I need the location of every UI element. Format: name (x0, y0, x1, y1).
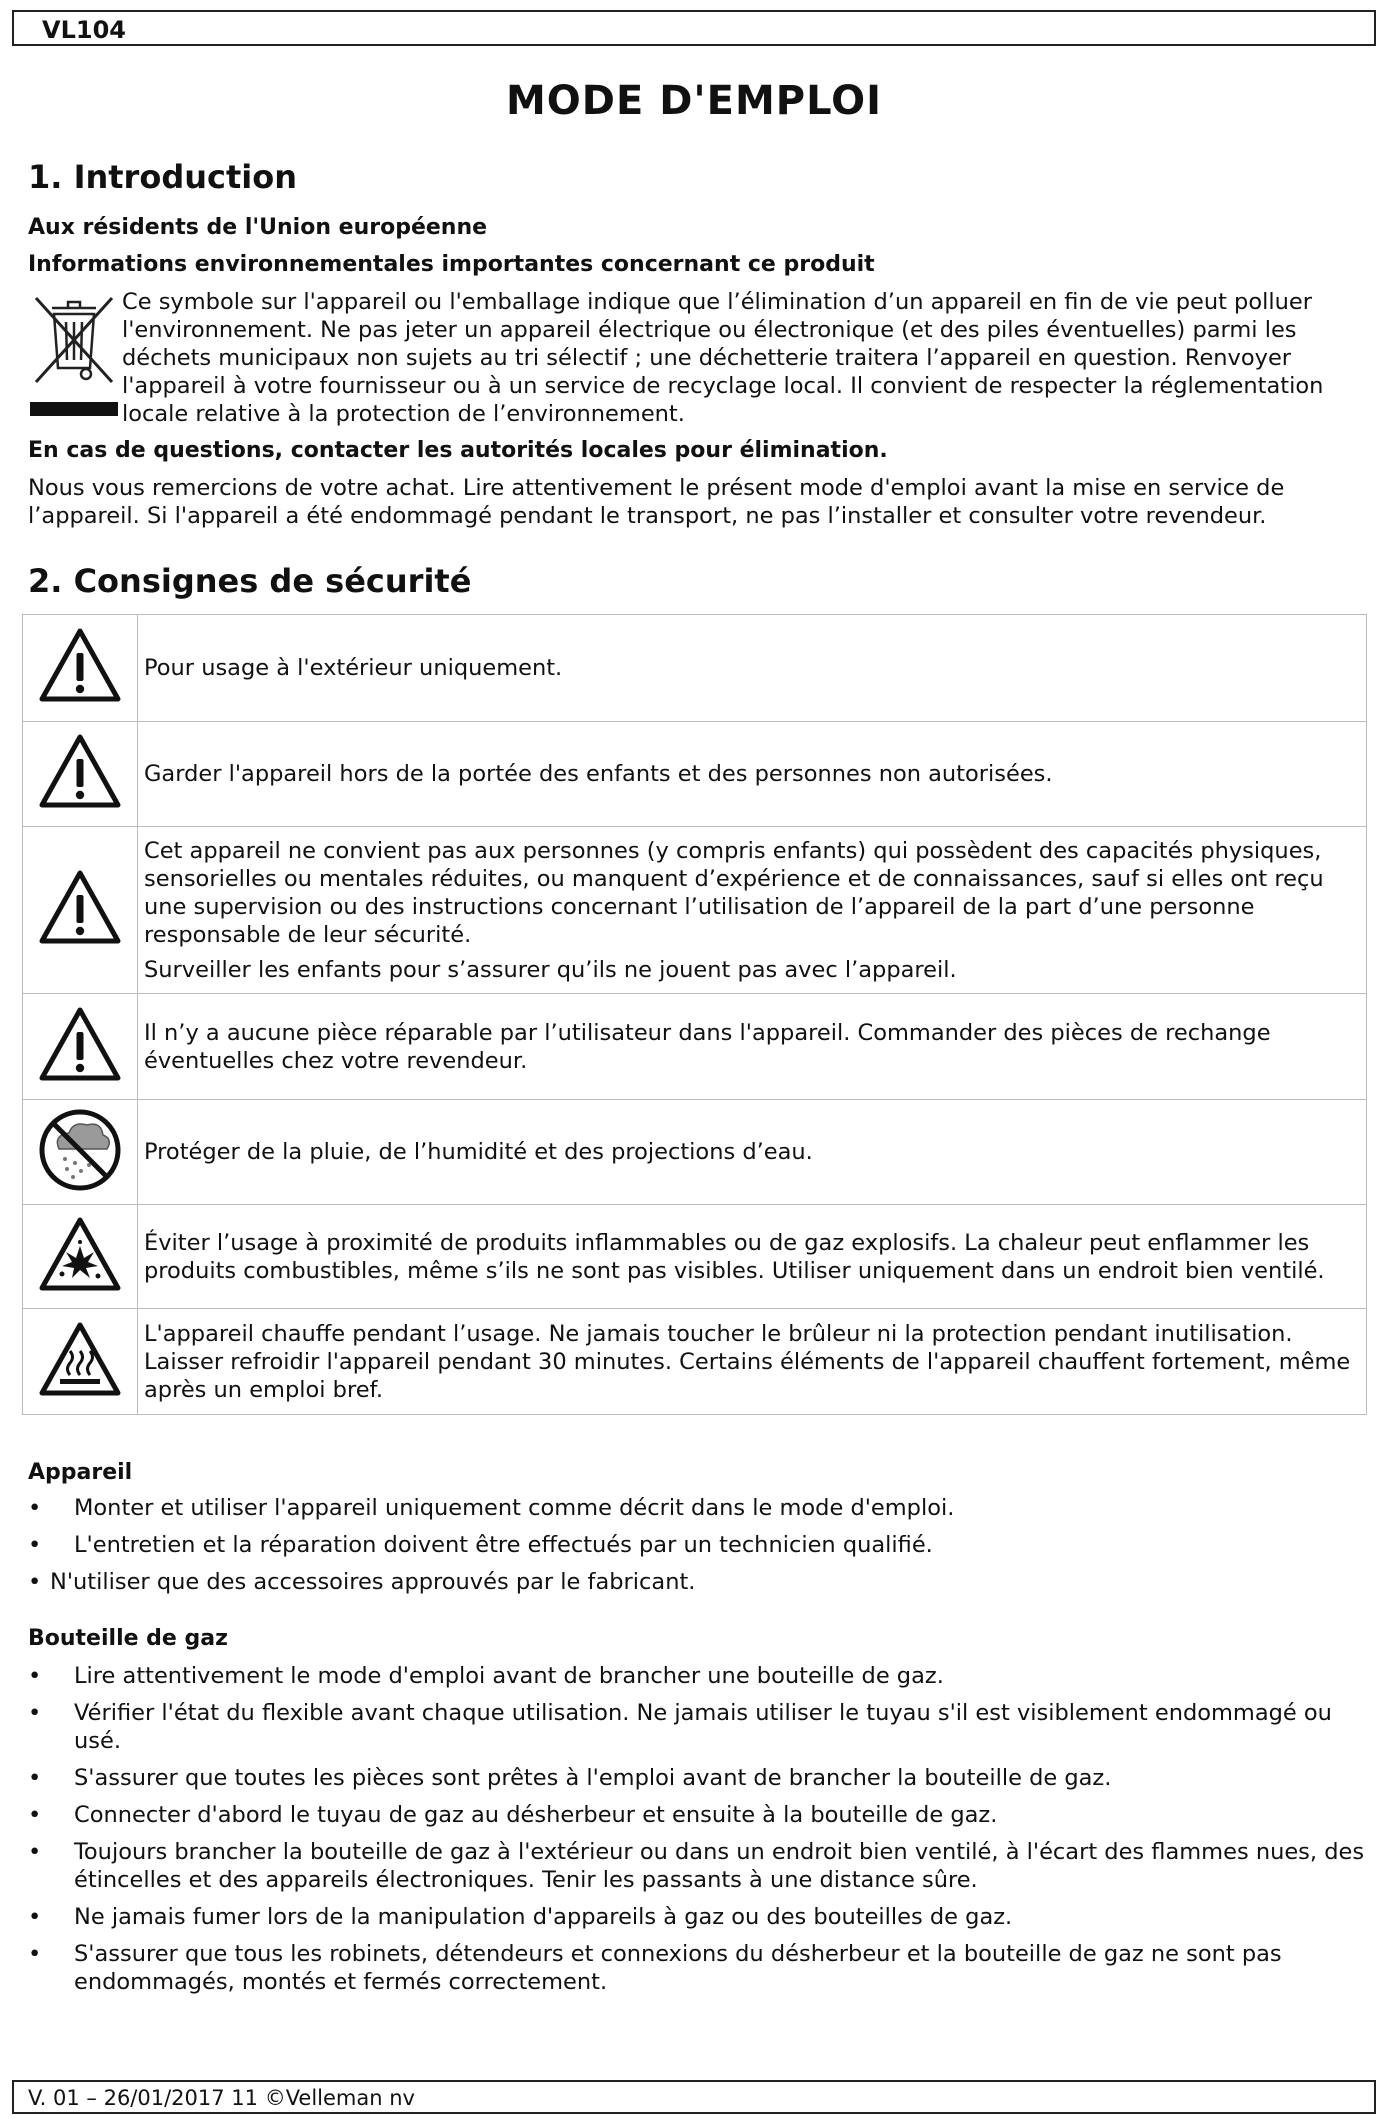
safety-text: Cet appareil ne convient pas aux personnes (y compris enfants) qui possèdent des capacités physiques, sensorielles ou mentales réduites, ou manquent d’expérience et de connaissances, sauf si elles ont reçu une supervision ou des instructions concernant l’utilisation de l’appareil de la part d’une personne responsable de leur sécurité. (144, 837, 1324, 948)
document-title: MODE D'EMPLOI (505, 78, 883, 124)
hot-surface-icon (38, 1321, 122, 1399)
warning-triangle-icon (38, 869, 122, 947)
safety-row (23, 1100, 1367, 1205)
environment-info-heading: Informations environnementales importantes concernant ce produit (28, 252, 875, 277)
section-introduction-heading: 1. Introduction (28, 158, 297, 196)
list-item: • S'assurer que toutes les pièces sont prêtes à l'emploi avant de brancher la bouteille de gaz. (28, 1765, 1112, 1791)
bullet-icon: • (28, 1532, 42, 1558)
bullet-icon: • (28, 1569, 42, 1595)
appareil-list (28, 1494, 1368, 1605)
page-footer (12, 2080, 1376, 2114)
list-item: • N'utiliser que des accessoires approuvés par le fabricant. (28, 1569, 696, 1595)
list-item: • Lire attentivement le mode d'emploi avant de brancher une bouteille de gaz. (28, 1663, 944, 1689)
thanks-paragraph: Nous vous remercions de votre achat. Lire attentivement le présent mode d'emploi avant la mise en service de l’appareil. Si l'appareil a été endommagé pendant le transport, ne pas l’installer et consulter votre revendeur. (28, 475, 1285, 529)
bullet-icon: • (28, 1495, 42, 1521)
bullet-icon: • (28, 1839, 42, 1865)
safety-text: Protéger de la pluie, de l’humidité et des projections d’eau. (144, 1139, 813, 1165)
list-item: • L'entretien et la réparation doivent être effectués par un technicien qualifié. (28, 1532, 933, 1558)
safety-text: Surveiller les enfants pour s’assurer qu’ils ne jouent pas avec l’appareil. (144, 956, 957, 983)
safety-text: Il n’y a aucune pièce réparable par l’utilisateur dans l'appareil. Commander des pièces de rechange éventuelles chez votre revendeur. (144, 1019, 1271, 1074)
safety-row (23, 994, 1367, 1100)
safety-table (22, 614, 1367, 1415)
list-item: • Connecter d'abord le tuyau de gaz au désherbeur et ensuite à la bouteille de gaz. (28, 1802, 998, 1828)
safety-row (23, 827, 1367, 994)
gas-bottle-list (28, 1662, 1368, 2005)
safety-row (23, 615, 1367, 722)
bullet-icon: • (28, 1663, 42, 1689)
list-item: • Monter et utiliser l'appareil uniquement comme décrit dans le mode d'emploi. (28, 1495, 955, 1521)
gas-bottle-heading: Bouteille de gaz (28, 1626, 228, 1651)
bullet-icon: • (28, 1765, 42, 1791)
safety-text: L'appareil chauffe pendant l’usage. Ne jamais toucher le brûleur ni la protection pendant inutilisation. Laisser refroidir l'appareil pendant 30 minutes. Certains éléments de l'appareil chauffent fortement, même après un emploi bref. (144, 1320, 1351, 1403)
safety-text: Pour usage à l'extérieur uniquement. (144, 655, 563, 681)
bullet-icon: • (28, 1941, 42, 1967)
no-rain-icon (37, 1107, 123, 1193)
bullet-icon: • (28, 1904, 42, 1930)
safety-row (23, 1309, 1367, 1415)
appareil-heading: Appareil (28, 1460, 133, 1485)
contact-authorities-text: En cas de questions, contacter les autorités locales pour élimination. (28, 438, 888, 463)
warning-triangle-icon (38, 1006, 122, 1084)
model-code: VL104 (42, 16, 126, 44)
bullet-icon: • (28, 1700, 42, 1726)
list-item: • S'assurer que tous les robinets, détendeurs et connexions du désherbeur et la bouteille de gaz ne sont pas endommagés, montés et fermés correctement. (28, 1941, 1282, 1995)
safety-text: Éviter l’usage à proximité de produits inflammables ou de gaz explosifs. La chaleur peut enflammer les produits combustibles, même s’ils ne sont pas visibles. Utiliser uniquement dans un endroit bien ventilé. (144, 1229, 1325, 1284)
list-item: • Vérifier l'état du flexible avant chaque utilisation. Ne jamais utiliser le tuyau s'il est visiblement endommagé ou usé. (28, 1700, 1332, 1754)
list-item: • Toujours brancher la bouteille de gaz à l'extérieur ou dans un endroit bien ventilé, à l'écart des flammes nues, des étincelles et des appareils électroniques. Tenir les passants à une distance sûre. (28, 1839, 1365, 1893)
safety-text: Garder l'appareil hors de la portée des enfants et des personnes non autorisées. (144, 761, 1053, 787)
page-header (12, 10, 1376, 46)
eu-residents-heading: Aux résidents de l'Union européenne (28, 215, 488, 240)
warning-triangle-icon (38, 733, 122, 811)
warning-triangle-icon (38, 627, 122, 705)
bullet-icon: • (28, 1802, 42, 1828)
weee-notice-text: Ce symbole sur l'appareil ou l'emballage indique que l’élimination d’un appareil en fin de vie peut polluer l'environnement. Ne pas jeter un appareil électrique ou électronique (et des piles éventuelles) parmi les déchets municipaux non sujets au tri sélectif ; une déchetterie traitera l’appareil en question. Renvoyer l'appareil à votre fournisseur ou à un service de recyclage local. Il convient de respecter la réglementation locale relative à la protection de l’environnement. (122, 289, 1324, 427)
explosive-icon (38, 1216, 122, 1294)
section-safety-heading: 2. Consignes de sécurité (28, 562, 472, 600)
weee-crossed-bin-icon (30, 290, 118, 422)
safety-row (23, 722, 1367, 827)
footer-version-text: V. 01 – 26/01/2017 11 ©Velleman nv (28, 2086, 415, 2110)
list-item: • Ne jamais fumer lors de la manipulation d'appareils à gaz ou des bouteilles de gaz. (28, 1904, 1013, 1930)
safety-row (23, 1205, 1367, 1309)
